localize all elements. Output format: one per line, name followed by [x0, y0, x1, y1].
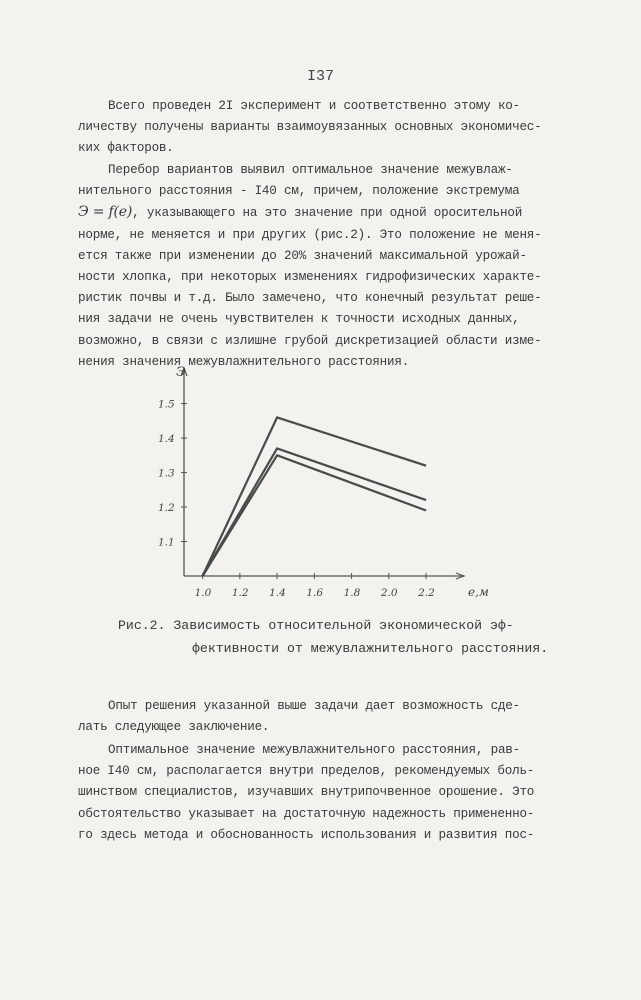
caption-line: Рис.2. Зависимость относительной экономической эф- — [118, 618, 514, 633]
y-axis-label: Э — [176, 365, 186, 380]
text-line: ния задачи не очень чувствителен к точности исходных данных, — [78, 312, 520, 327]
formula: Э = f(e) — [78, 204, 133, 221]
y-tick-label: 1.4 — [158, 433, 175, 446]
text-line: возможно, в связи с излишне грубой дискретизацией области изме- — [78, 333, 542, 348]
figure-caption — [118, 614, 598, 660]
x-tick-label: 2.0 — [380, 587, 398, 599]
text-fragment: , указывающего на это значение при одной оросительной — [132, 206, 523, 221]
y-tick-label: 1.3 — [158, 467, 175, 480]
text-line: ких факторов. — [78, 141, 174, 156]
text-line: Перебор вариантов выявил оптимальное значение межувлаж- — [108, 163, 513, 177]
text-line: Всего проведен 2I эксперимент и соответственно этому ко- — [108, 99, 521, 113]
text-line: ристик почвы и т.д. Было замечено, что конечный результат реше- — [78, 291, 542, 306]
y-tick-label: 1.1 — [158, 536, 175, 549]
y-tick-label: 1.5 — [158, 398, 175, 411]
text-line: го здесь метода и обоснованность использования и развития пос- — [78, 827, 535, 842]
paragraph-2 — [78, 160, 578, 373]
x-tick-label: 1.8 — [343, 587, 361, 599]
paragraph-1 — [78, 96, 578, 160]
text-line: Опыт решения указанной выше задачи дает возможность сде- — [108, 699, 521, 713]
text-line: личеству получены варианты взаимоувязанных основных экономичес- — [78, 120, 542, 135]
chart-axes — [176, 365, 489, 599]
chart-series — [203, 417, 427, 576]
series-line-upper — [203, 417, 427, 576]
text-line: нения значения межувлажнительного расстояния. — [78, 354, 410, 369]
x-tick-label: 2.2 — [418, 587, 435, 599]
y-tick-label: 1.2 — [158, 502, 175, 515]
text-line: ное I40 см, располагается внутри пределов, рекомендуемых боль- — [78, 764, 535, 779]
text-line: норме, не меняется и при других (рис.2). Это положение не меня- — [78, 227, 542, 242]
caption-line: фективности от межувлажнительного расстояния. — [192, 641, 549, 656]
series-line-lower — [203, 455, 427, 576]
text-line: ности хлопка, при некоторых изменениях гидрофизических характе- — [78, 270, 542, 285]
text-line: ется также при изменении до 20% значений максимальной урожай- — [78, 248, 527, 263]
x-tick-label: 1.6 — [306, 587, 324, 599]
x-axis-label: е,м — [468, 585, 489, 599]
text-line: Оптимальное значение межувлажнительного расстояния, рав- — [108, 743, 521, 757]
x-tick-label: 1.0 — [194, 587, 212, 599]
x-tick-label: 1.4 — [269, 587, 286, 599]
series-line-middle — [203, 448, 427, 576]
page-number: I37 — [306, 68, 334, 85]
text-line: нительного расстояния - I40 см, причем, положение экстремума — [78, 184, 520, 199]
text-line: шинством специалистов, изучавших внутрипочвенное орошение. Это — [78, 785, 535, 800]
formula-line — [78, 202, 578, 224]
paragraph-4 — [78, 740, 578, 846]
text-line: обстоятельство указывает на достаточную надежность примененно- — [78, 806, 535, 821]
text-line: лать следующее заключение. — [78, 720, 270, 735]
efficiency-chart — [150, 362, 489, 607]
paragraph-3 — [78, 696, 578, 738]
x-tick-label: 1.2 — [231, 587, 249, 599]
